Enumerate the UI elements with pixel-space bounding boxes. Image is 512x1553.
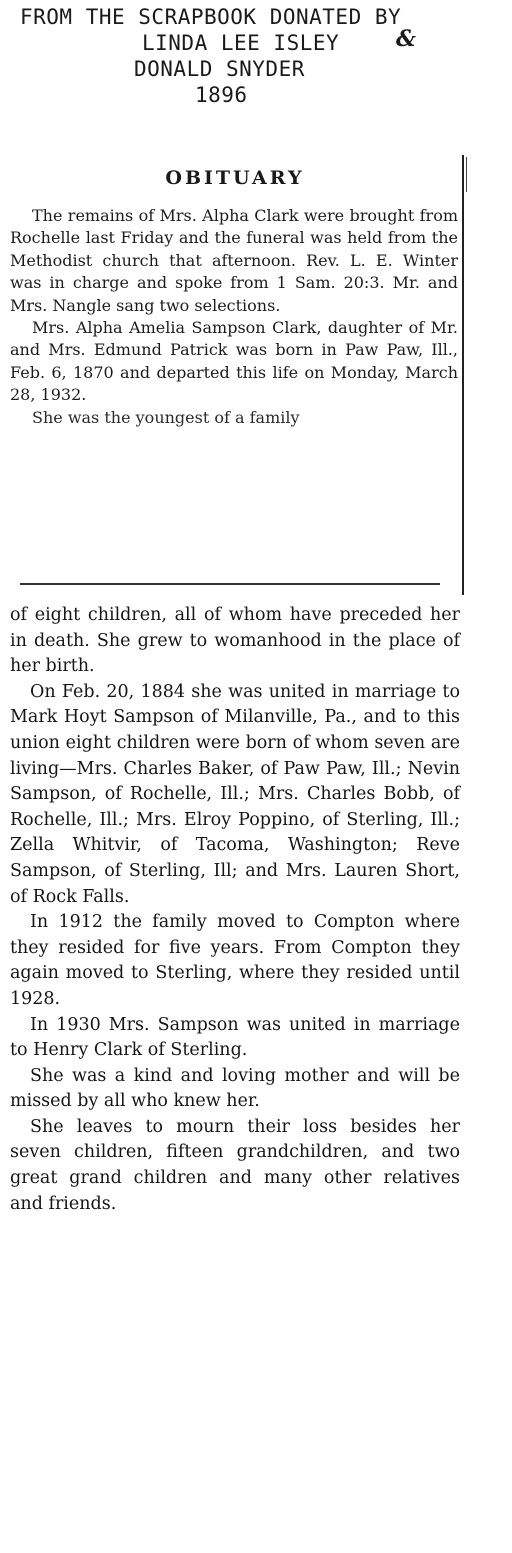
ink-underline — [20, 583, 440, 585]
obituary-narrow-column — [10, 205, 458, 429]
header-year: 1896 — [195, 83, 248, 107]
obituary-paragraph-moves: In 1912 the family moved to Compton where they resided for five years. From Compton they again moved to Sterling, where they resided until 1928. — [10, 912, 460, 1009]
obituary-paragraph-family-cont: of eight children, all of whom have preceded her in death. She grew to womanhood in the place of her birth. — [10, 605, 460, 677]
obituary-paragraph-tribute: She was a kind and loving mother and will be missed by all who knew her. — [10, 1065, 460, 1112]
header-second-donor: DONALD SNYDER — [134, 57, 305, 81]
obituary-paragraph-family-start: She was the youngest of a family — [32, 407, 300, 427]
header-donor-name: LINDA LEE ISLEY — [142, 31, 340, 55]
obituary-paragraph-second-marriage: In 1930 Mrs. Sampson was united in marriage to Henry Clark of Sterling. — [10, 1014, 460, 1061]
obituary-paragraph-survivors: She leaves to mourn their loss besides her seven children, fifteen grandchildren, and two great grand children and many other relatives and friends. — [10, 1116, 460, 1214]
newspaper-clipping — [0, 155, 512, 1535]
obituary-wide-column — [10, 603, 460, 1217]
column-rule — [462, 155, 464, 595]
obituary-paragraph-funeral: The remains of Mrs. Alpha Clark were brought from Rochelle last Friday and the funeral was held from the Methodist church that afternoon. Rev. L. E. Winter was in charge and spoke from 1 Sam. 20:3. Mr. and Mrs. Nangle sang two selections. — [10, 206, 458, 315]
obituary-title: OBITUARY — [165, 167, 305, 189]
obituary-paragraph-marriage: On Feb. 20, 1884 she was united in marriage to Mark Hoyt Sampson of Milanville, Pa., and to this union eight children were born of whom seven are living—Mrs. Charles Baker, of Paw Paw, Ill.; Nevin Sampson, of Rochelle, Ill.; Mrs. Charles Bobb, of Rochelle, Ill.; Mrs. Elroy Poppino, of Sterling, Ill.; Zella Whitvir, of Tacoma, Washington; Reve Sampson, of Sterling, Ill; and Mrs. Lauren Short, of Rock Falls. — [10, 681, 460, 907]
obituary-paragraph-birth: Mrs. Alpha Amelia Sampson Clark, daughter of Mr. and Mrs. Edmund Patrick was born in Paw Paw, Ill., Feb. 6, 1870 and departed this life on Monday, March 28, 1932. — [10, 318, 458, 405]
header-donated-by: FROM THE SCRAPBOOK DONATED BY — [20, 5, 402, 29]
handwritten-ampersand: & — [396, 26, 416, 52]
